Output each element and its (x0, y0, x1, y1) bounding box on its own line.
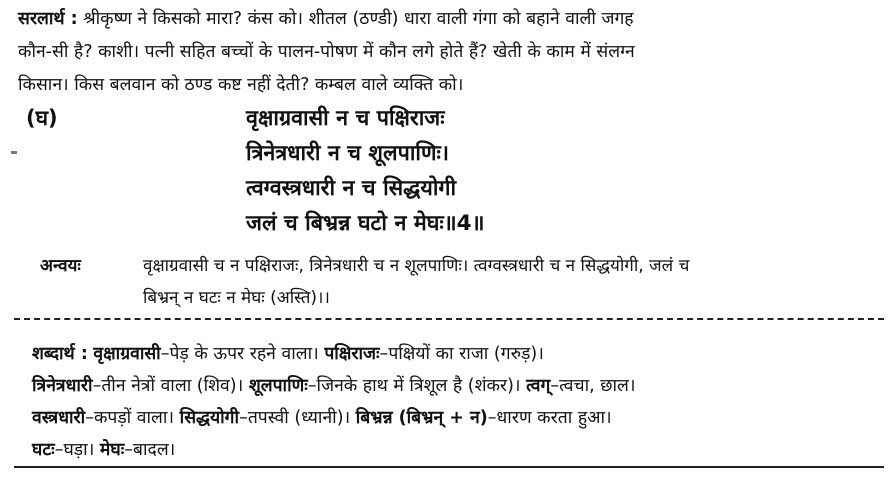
gloss-meaning: –तीन नेत्रों वाला (शिव)। (92, 376, 244, 396)
stray-mark (11, 151, 17, 154)
saralarth-line-3: किसान। किस बलवान को ठण्ड कष्ट नहीं देती? कम्बल वाले व्यक्ति को। (18, 75, 464, 95)
gloss-term: सिद्धयोगी (179, 408, 240, 428)
bottom-rule (14, 466, 884, 468)
gloss-term: शूलपाणिः (248, 376, 308, 396)
gloss-term: बिभ्रन्न (बिभ्रन् + न) (355, 408, 488, 428)
gloss-meaning: –धारण करता हुआ। (487, 408, 612, 428)
saralarth-line-2: कौन-सी है? काशी। पत्नी सहित बच्चों के पालन-पोषण में कौन लगे होते हैं? खेती के काम में संलग्न (18, 42, 635, 62)
anvaya-line-2: बिभ्रन् न घटः न मेघः (अस्ति)।। (143, 288, 330, 308)
gloss-meaning: –तपस्वी (ध्यानी)। (239, 408, 351, 428)
gloss-term: वृक्षाग्रवासी (93, 344, 161, 364)
verse-line-4: जलं च बिभ्रन्न घटो न मेघः॥4॥ (246, 211, 485, 236)
gloss-term: मेघः (99, 440, 125, 460)
gloss-meaning: –घड़ा। (54, 440, 95, 460)
shabdarth-line-2 (32, 373, 636, 397)
section-divider (14, 318, 884, 320)
gloss-term: पक्षिराजः (324, 344, 380, 364)
gloss-meaning: –त्वचा, छाल। (550, 376, 636, 396)
gloss-term: त्रिनेत्रधारी (32, 376, 93, 396)
gloss-meaning: –कपड़ों वाला। (85, 408, 175, 428)
gloss-meaning: –जिनके हाथ में त्रिशूल है (शंकर)। (307, 376, 521, 396)
verse-line-1: वृक्षाग्रवासी न च पक्षिराजः (246, 106, 445, 131)
anvaya-line-1: वृक्षाग्रवासी च न पक्षिराजः, त्रिनेत्रधारी च न शूलपाणिः। त्वग्वस्त्रधारी च न सिद्धयोगी, जलं च (143, 256, 690, 276)
gloss-meaning: –बादल। (124, 440, 176, 460)
verse-marker: (घ) (26, 106, 58, 130)
verse-line-3: त्वग्वस्त्रधारी न च सिद्धयोगी (246, 176, 457, 201)
gloss-term: घटः (32, 440, 55, 460)
verse-line-2: त्रिनेत्रधारी न च शूलपाणिः। (246, 141, 450, 166)
shabdarth-line-3 (32, 405, 612, 429)
gloss-term: त्वग् (526, 376, 551, 396)
saralarth-line-1 (18, 6, 634, 30)
shabdarth-label: शब्दार्थ : (32, 344, 88, 364)
gloss-meaning: –पक्षियों का राजा (गरुड़)। (379, 344, 544, 364)
saralarth-label: सरलार्थ : (18, 9, 78, 29)
saralarth-text-1: श्रीकृष्ण ने किसको मारा? कंस को। शीतल (ठण्डी) धारा वाली गंगा को बहाने वाली जगह (83, 9, 634, 29)
gloss-meaning: –पेड़ के ऊपर रहने वाला। (160, 344, 319, 364)
shabdarth-line-4 (32, 437, 175, 461)
anvaya-label: अन्वयः (40, 256, 81, 276)
gloss-term: वस्त्रधारी (32, 408, 86, 428)
shabdarth-line-1 (32, 341, 544, 365)
